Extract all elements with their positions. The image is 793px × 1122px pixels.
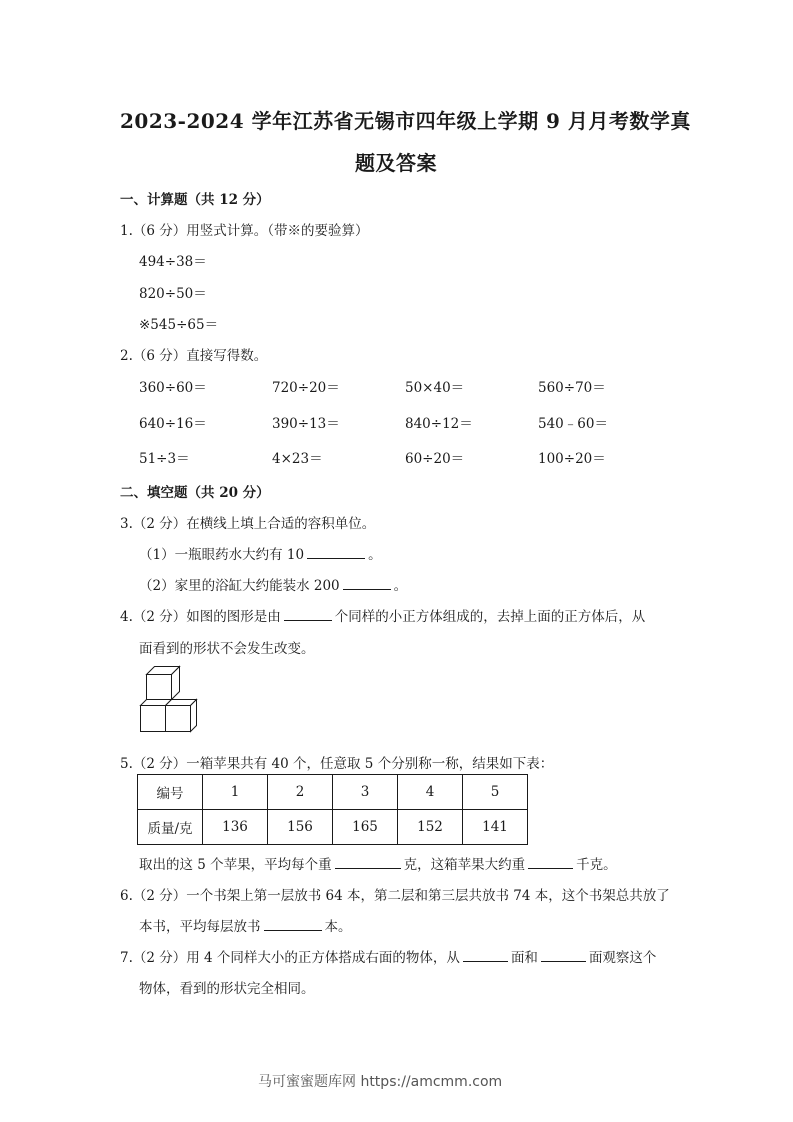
table-row [138,775,528,810]
q5-text-a: 取出的这 5 个苹果，平均每个重 [139,857,332,873]
table-cell: 152 [398,810,463,845]
cube-stack-figure [136,665,200,737]
question-2-stem: 2.（6 分）直接写得数。 [120,348,268,364]
table-cell: 2 [268,775,333,810]
question-7-line-1 [120,946,656,966]
answer-blank[interactable] [264,918,322,931]
q2-cell: 560÷70＝ [538,380,606,396]
q2-cell: 720÷20＝ [272,380,340,396]
table-cell: 1 [203,775,268,810]
question-3-sub-1 [139,543,382,563]
question-1-item-2: 820÷50＝ [139,286,207,302]
question-1-item-1: 494÷38＝ [139,254,207,270]
q7-text-c: 面观察这个 [588,950,657,966]
table-cell: 4 [398,775,463,810]
q2-cell: 50×40＝ [405,380,465,396]
table-cell: 3 [333,775,398,810]
table-cell: 136 [203,810,268,845]
q2-cell: 360÷60＝ [139,380,207,396]
table-cell: 质量/克 [138,810,203,845]
q6-text-a: 本书，平均每层放书 [139,919,261,935]
q3-sub2-end: 。 [393,578,408,594]
question-4-line-2: 面看到的形状不会发生改变。 [139,641,315,657]
question-1-stem: 1.（6 分）用竖式计算。（带※的要验算） [120,223,369,239]
table-cell: 165 [333,810,398,845]
page-title-line2: 题及答案 [355,151,437,175]
table-cell: 编号 [138,775,203,810]
question-5-stem: 5.（2 分）一箱苹果共有 40 个，任意取 5 个分别称一称，结果如下表： [120,756,554,772]
q2-cell: 540﹣60＝ [538,416,608,432]
q7-text-a: 7.（2 分）用 4 个同样大小的正方体搭成右面的物体，从 [120,950,460,966]
question-6-line-2 [139,915,352,935]
answer-blank[interactable] [541,949,586,962]
table-cell: 141 [463,810,528,845]
question-1-item-3: ※545÷65＝ [139,317,219,333]
question-3-sub-2 [139,574,407,594]
q3-sub1-text: （1）一瓶眼药水大约有 10 [139,547,305,563]
q3-sub2-text: （2）家里的浴缸大约能装水 200 [139,578,340,594]
answer-blank[interactable] [335,856,401,869]
q6-text-b: 本。 [324,919,352,935]
q2-cell: 640÷16＝ [139,416,207,432]
table-cell: 5 [463,775,528,810]
question-6-line-1: 6.（2 分）一个书架上第一层放书 64 本，第二层和第三层共放书 74 本，这个书架总共放了 [120,888,670,904]
q2-cell: 4×23＝ [272,451,323,467]
q2-cell: 100÷20＝ [538,451,606,467]
q2-cell: 51÷3＝ [139,451,190,467]
q4-text-b: 个同样的小正方体组成的，去掉上面的正方体后，从 [334,609,646,625]
table-cell: 156 [268,810,333,845]
answer-blank[interactable] [528,856,573,869]
question-4-line-1 [120,605,645,625]
q4-text-a: 4.（2 分）如图的图形是由 [120,609,281,625]
footer-watermark: 马可蜜蜜题库网 https://amcmm.com [258,1074,503,1090]
table-row [138,810,528,845]
q2-cell: 840÷12＝ [405,416,473,432]
q3-sub1-end: 。 [368,547,382,563]
apple-weight-table [137,774,528,845]
q5-text-c: 千克。 [576,857,617,873]
question-5-answer-line [139,853,617,873]
answer-blank[interactable] [307,546,365,559]
q7-text-b: 面和 [510,950,538,966]
section-heading-1: 一、计算题（共 12 分） [120,192,270,208]
section-heading-2: 二、填空题（共 20 分） [120,485,270,501]
question-3-stem: 3.（2 分）在横线上填上合适的容积单位。 [120,516,376,532]
question-7-line-2: 物体，看到的形状完全相同。 [139,981,315,997]
answer-blank[interactable] [284,608,332,621]
q2-cell: 390÷13＝ [272,416,340,432]
page-title-line1: 2023-2024 学年江苏省无锡市四年级上学期 9 月月考数学真 [120,109,691,133]
answer-blank[interactable] [343,577,391,590]
q2-cell: 60÷20＝ [405,451,465,467]
q5-text-b: 克，这箱苹果大约重 [403,857,526,873]
answer-blank[interactable] [463,949,508,962]
